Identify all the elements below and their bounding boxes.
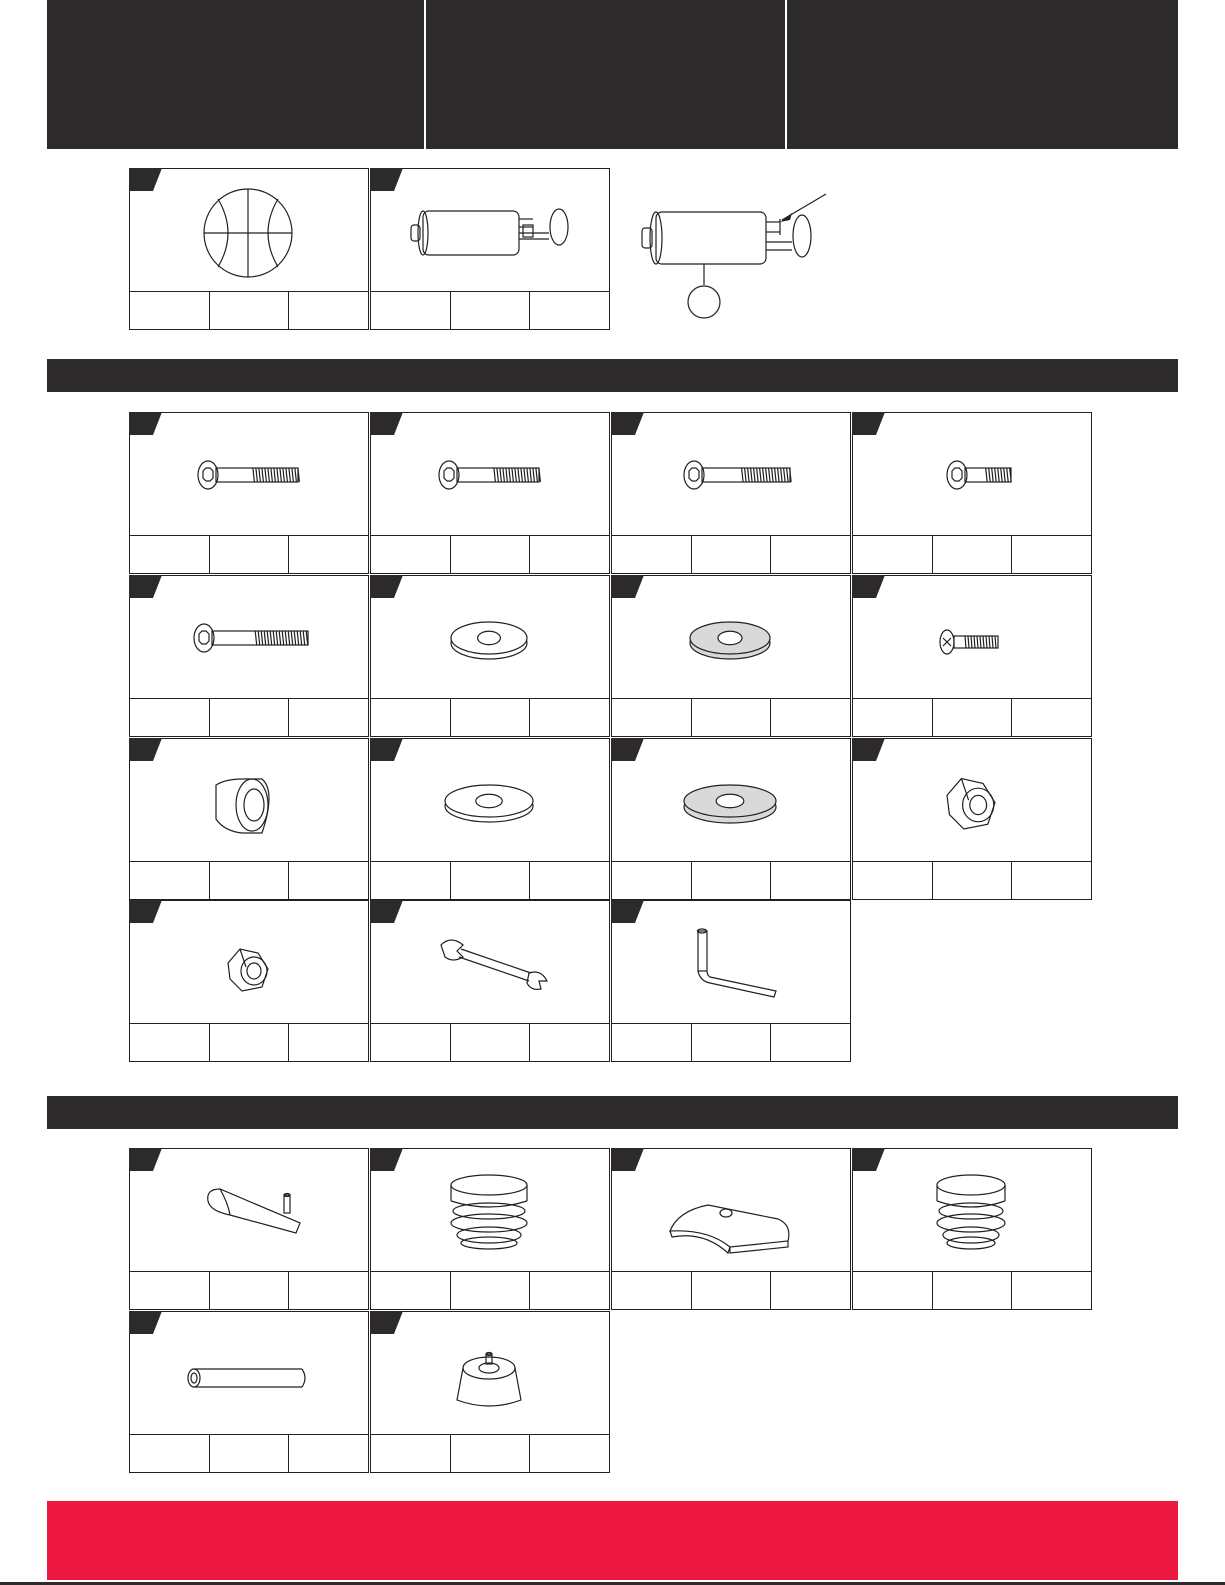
part-info-cell — [1012, 1272, 1091, 1309]
part-info-cells — [371, 535, 609, 573]
lock-nut-large-icon — [853, 739, 1090, 862]
part-info-cell — [1012, 536, 1091, 573]
part-info-cell — [451, 1272, 531, 1309]
part-info-cell — [371, 1435, 451, 1472]
part-info-cell — [289, 1272, 368, 1309]
part-info-cells — [130, 291, 368, 329]
ribbed-end-cap-large-icon — [371, 1149, 608, 1272]
part-info-cell — [692, 699, 772, 736]
part-info-cells — [130, 1271, 368, 1309]
part-info-cells — [853, 698, 1091, 736]
ribbed-end-cap-small-icon — [853, 1149, 1090, 1272]
part-info-cells — [130, 1434, 368, 1472]
part-info-cell — [451, 292, 531, 329]
footer-band — [47, 1501, 1178, 1580]
part-info-cell — [371, 292, 451, 329]
spring-clip-icon — [130, 1149, 367, 1272]
part-info-cell — [933, 699, 1013, 736]
part-info-cell — [451, 1435, 531, 1472]
part-info-cell — [1012, 862, 1091, 899]
part-info-cells — [612, 535, 850, 573]
part-info-cell — [130, 699, 210, 736]
part-info-cell — [530, 536, 609, 573]
phillips-screw-icon — [853, 576, 1090, 699]
part-info-cell — [530, 1272, 609, 1309]
part-info-cell — [771, 1024, 850, 1061]
hardware-part-card — [611, 900, 851, 1062]
open-end-wrench-icon — [371, 901, 608, 1024]
hex-socket-bolt-short-icon — [853, 413, 1090, 536]
part-info-cell — [130, 862, 210, 899]
hardware-part-card — [370, 900, 610, 1062]
part-info-cell — [612, 536, 692, 573]
part-info-cell — [289, 1024, 368, 1061]
part-info-cells — [371, 1434, 609, 1472]
part-info-cell — [771, 862, 850, 899]
inflation-pump-icon — [371, 169, 608, 292]
part-info-cell — [692, 862, 772, 899]
part-info-cell — [853, 1272, 933, 1309]
hardware-part-card — [370, 412, 610, 574]
accessory-part-card — [129, 1148, 369, 1310]
part-info-cells — [612, 698, 850, 736]
part-info-cell — [289, 536, 368, 573]
hardware-section-bar — [47, 359, 1178, 392]
part-info-cell — [130, 1435, 210, 1472]
part-info-cells — [371, 291, 609, 329]
part-info-cell — [612, 699, 692, 736]
part-info-cell — [530, 1024, 609, 1061]
part-info-cells — [130, 1023, 368, 1061]
part-info-cell — [612, 1272, 692, 1309]
part-info-cell — [692, 1272, 772, 1309]
part-info-cell — [451, 1024, 531, 1061]
header-divider — [785, 0, 787, 149]
accessory-section-bar — [47, 1096, 1178, 1129]
pump-callout-diagram — [630, 180, 840, 320]
part-info-cell — [451, 862, 531, 899]
part-info-cell — [210, 292, 290, 329]
part-info-cell — [771, 699, 850, 736]
part-info-cell — [451, 699, 531, 736]
large-flat-washer-icon — [371, 739, 608, 862]
part-info-cell — [933, 862, 1013, 899]
part-info-cell — [612, 862, 692, 899]
part-info-cells — [371, 1271, 609, 1309]
part-info-cell — [210, 1272, 290, 1309]
accessory-part-card — [370, 1311, 610, 1473]
flat-washer-gray-icon — [612, 576, 849, 699]
part-info-cell — [210, 1024, 290, 1061]
hardware-part-card — [370, 738, 610, 900]
part-info-cell — [371, 536, 451, 573]
hardware-part-card — [852, 738, 1092, 900]
part-info-cell — [530, 1435, 609, 1472]
part-info-cell — [210, 862, 290, 899]
hardware-part-card — [129, 412, 369, 574]
hardware-part-card — [611, 412, 851, 574]
part-info-cell — [530, 699, 609, 736]
part-info-cell — [530, 862, 609, 899]
hardware-part-card — [852, 412, 1092, 574]
header-divider — [424, 0, 426, 149]
part-info-cell — [210, 536, 290, 573]
part-info-cells — [853, 535, 1091, 573]
hardware-part-card — [129, 738, 369, 900]
part-info-cell — [692, 1024, 772, 1061]
part-info-cell — [289, 292, 368, 329]
part-info-cell — [371, 1272, 451, 1309]
lock-nut-small-icon — [130, 901, 367, 1024]
part-info-cells — [371, 698, 609, 736]
part-info-cell — [1012, 699, 1091, 736]
part-info-cell — [210, 699, 290, 736]
part-info-cell — [451, 536, 531, 573]
part-info-cell — [612, 1024, 692, 1061]
part-info-cell — [771, 536, 850, 573]
part-info-cells — [371, 861, 609, 899]
large-flat-washer-gray-icon — [612, 739, 849, 862]
allen-wrench-icon — [612, 901, 849, 1024]
hardware-part-card — [129, 900, 369, 1062]
rubber-foot-icon — [371, 1312, 608, 1435]
accessory-part-card — [852, 1148, 1092, 1310]
part-info-cell — [853, 862, 933, 899]
part-info-cell — [371, 862, 451, 899]
hardware-part-card — [611, 738, 851, 900]
header-band — [47, 0, 1178, 149]
accessory-part-card — [611, 1148, 851, 1310]
part-info-cells — [130, 698, 368, 736]
part-info-cell — [933, 536, 1013, 573]
hex-socket-bolt-extra-long-icon — [130, 576, 367, 699]
part-info-cells — [612, 861, 850, 899]
basketball-icon — [130, 169, 367, 292]
part-info-cell — [371, 699, 451, 736]
part-info-cell — [289, 1435, 368, 1472]
hex-socket-bolt-long-icon — [371, 413, 608, 536]
part-info-cell — [853, 699, 933, 736]
top-part-card — [370, 168, 610, 330]
part-info-cell — [771, 1272, 850, 1309]
part-info-cells — [612, 1271, 850, 1309]
top-part-card — [129, 168, 369, 330]
accessory-part-card — [370, 1148, 610, 1310]
hardware-part-card — [129, 575, 369, 737]
part-info-cells — [130, 535, 368, 573]
hardware-part-card — [370, 575, 610, 737]
part-info-cell — [530, 292, 609, 329]
accessory-part-card — [129, 1311, 369, 1473]
part-info-cell — [692, 536, 772, 573]
spacer-sleeve-icon — [130, 739, 367, 862]
part-info-cell — [130, 1272, 210, 1309]
part-info-cell — [130, 536, 210, 573]
part-info-cells — [130, 861, 368, 899]
part-info-cells — [371, 1023, 609, 1061]
part-info-cells — [612, 1023, 850, 1061]
hardware-part-card — [852, 575, 1092, 737]
part-info-cell — [289, 862, 368, 899]
part-info-cell — [371, 1024, 451, 1061]
hex-socket-bolt-long-icon — [130, 413, 367, 536]
part-info-cells — [853, 1271, 1091, 1309]
hex-socket-bolt-medium-icon — [612, 413, 849, 536]
part-info-cell — [933, 1272, 1013, 1309]
part-info-cell — [210, 1435, 290, 1472]
part-info-cell — [853, 536, 933, 573]
hardware-part-card — [611, 575, 851, 737]
part-info-cell — [130, 292, 210, 329]
tube-pin-icon — [130, 1312, 367, 1435]
part-info-cell — [289, 699, 368, 736]
flat-washer-icon — [371, 576, 608, 699]
part-info-cell — [130, 1024, 210, 1061]
part-info-cells — [853, 861, 1091, 899]
pump-with-needle-callout-icon — [630, 180, 840, 320]
curved-saddle-bracket-icon — [612, 1149, 849, 1272]
